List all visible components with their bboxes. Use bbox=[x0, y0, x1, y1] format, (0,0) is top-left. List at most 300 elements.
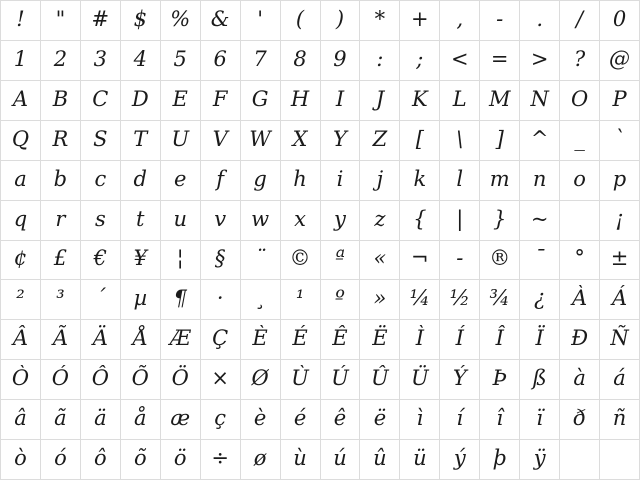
glyph-cell[interactable] bbox=[81, 81, 120, 120]
glyph-cell[interactable] bbox=[201, 201, 240, 240]
glyph-cell[interactable] bbox=[281, 280, 320, 319]
glyph: D bbox=[131, 86, 149, 111]
glyph: r bbox=[55, 206, 66, 231]
glyph: I bbox=[335, 86, 345, 111]
glyph-cell[interactable] bbox=[321, 1, 360, 40]
glyph: ¾ bbox=[489, 286, 510, 311]
glyph-cell[interactable] bbox=[161, 400, 200, 439]
glyph: 6 bbox=[213, 46, 227, 71]
glyph: s bbox=[94, 206, 106, 231]
glyph-cell[interactable] bbox=[241, 41, 280, 80]
glyph-cell[interactable] bbox=[41, 400, 80, 439]
glyph-cell[interactable] bbox=[41, 81, 80, 120]
glyph-cell[interactable] bbox=[241, 81, 280, 120]
glyph: Ã bbox=[52, 326, 68, 351]
glyph-cell[interactable] bbox=[81, 41, 120, 80]
glyph-cell[interactable] bbox=[121, 400, 160, 439]
glyph-cell[interactable] bbox=[321, 241, 360, 280]
glyph: . bbox=[536, 6, 543, 31]
glyph: Z bbox=[372, 126, 388, 151]
glyph: W bbox=[249, 126, 271, 151]
glyph: Í bbox=[455, 326, 464, 351]
glyph-cell[interactable] bbox=[281, 201, 320, 240]
glyph: û bbox=[373, 446, 387, 471]
glyph-cell[interactable] bbox=[560, 41, 599, 80]
glyph-cell[interactable] bbox=[241, 201, 280, 240]
glyph-cell[interactable] bbox=[360, 320, 399, 359]
glyph-cell[interactable] bbox=[241, 360, 280, 399]
glyph-cell[interactable] bbox=[440, 201, 479, 240]
glyph-cell[interactable] bbox=[41, 161, 80, 200]
glyph: à bbox=[573, 366, 586, 391]
glyph-cell[interactable] bbox=[121, 81, 160, 120]
glyph: Ö bbox=[171, 366, 189, 391]
glyph: } bbox=[493, 206, 507, 231]
glyph: ½ bbox=[449, 286, 470, 311]
glyph-cell[interactable] bbox=[41, 280, 80, 319]
glyph-cell[interactable] bbox=[81, 400, 120, 439]
glyph: Q bbox=[11, 126, 30, 151]
glyph-cell[interactable] bbox=[41, 201, 80, 240]
glyph: ¸ bbox=[254, 286, 266, 311]
glyph-cell[interactable] bbox=[1, 440, 40, 479]
glyph: ë bbox=[373, 406, 387, 431]
glyph-cell[interactable] bbox=[600, 201, 639, 240]
glyph-cell[interactable] bbox=[560, 121, 599, 160]
glyph-cell[interactable] bbox=[81, 241, 120, 280]
glyph: J bbox=[375, 86, 385, 111]
glyph-cell[interactable] bbox=[360, 121, 399, 160]
glyph-cell[interactable] bbox=[241, 121, 280, 160]
glyph-cell[interactable] bbox=[1, 320, 40, 359]
glyph: C bbox=[92, 86, 109, 111]
glyph-cell[interactable] bbox=[360, 81, 399, 120]
glyph-cell[interactable] bbox=[600, 41, 639, 80]
glyph: F bbox=[212, 86, 228, 111]
glyph-cell[interactable] bbox=[201, 81, 240, 120]
glyph: ¿ bbox=[534, 286, 546, 311]
glyph-cell[interactable] bbox=[400, 41, 439, 80]
glyph-cell[interactable] bbox=[600, 241, 639, 280]
glyph-cell[interactable] bbox=[480, 320, 519, 359]
glyph: ÿ bbox=[533, 446, 546, 471]
glyph: Û bbox=[371, 366, 389, 391]
glyph: U bbox=[171, 126, 190, 151]
glyph: » bbox=[373, 286, 387, 311]
glyph: v bbox=[214, 206, 227, 231]
glyph: T bbox=[133, 126, 148, 151]
glyph-cell[interactable] bbox=[520, 1, 559, 40]
glyph-cell[interactable] bbox=[241, 241, 280, 280]
glyph-cell[interactable] bbox=[241, 400, 280, 439]
glyph-cell[interactable] bbox=[520, 201, 559, 240]
glyph-cell[interactable] bbox=[440, 121, 479, 160]
glyph-cell[interactable] bbox=[321, 360, 360, 399]
glyph: Å bbox=[132, 326, 148, 351]
glyph: ¡ bbox=[615, 206, 624, 231]
glyph: © bbox=[289, 246, 311, 271]
glyph-cell[interactable] bbox=[600, 1, 639, 40]
glyph-cell[interactable] bbox=[241, 440, 280, 479]
glyph-cell[interactable] bbox=[560, 400, 599, 439]
glyph: Æ bbox=[169, 326, 191, 351]
glyph-cell[interactable] bbox=[520, 320, 559, 359]
glyph-cell[interactable] bbox=[520, 161, 559, 200]
glyph-cell[interactable] bbox=[321, 161, 360, 200]
glyph: | bbox=[456, 206, 464, 231]
glyph: Ý bbox=[452, 366, 467, 391]
glyph: ª bbox=[334, 246, 345, 271]
glyph: a bbox=[14, 166, 27, 191]
glyph-cell[interactable] bbox=[400, 201, 439, 240]
glyph-cell[interactable] bbox=[201, 41, 240, 80]
glyph-cell[interactable] bbox=[201, 360, 240, 399]
glyph-cell[interactable] bbox=[400, 161, 439, 200]
glyph-cell[interactable] bbox=[600, 320, 639, 359]
glyph-cell[interactable] bbox=[360, 161, 399, 200]
glyph-cell[interactable] bbox=[600, 440, 639, 479]
glyph-cell[interactable] bbox=[41, 241, 80, 280]
glyph-cell[interactable] bbox=[81, 280, 120, 319]
glyph-cell[interactable] bbox=[281, 400, 320, 439]
glyph-cell[interactable] bbox=[321, 201, 360, 240]
glyph-cell[interactable] bbox=[201, 400, 240, 439]
glyph-cell[interactable] bbox=[400, 1, 439, 40]
glyph: ê bbox=[333, 406, 347, 431]
glyph-cell[interactable] bbox=[161, 161, 200, 200]
glyph: < bbox=[450, 46, 469, 71]
glyph-cell[interactable] bbox=[281, 121, 320, 160]
glyph: ´ bbox=[95, 286, 106, 311]
glyph-cell[interactable] bbox=[121, 161, 160, 200]
glyph-cell[interactable] bbox=[321, 121, 360, 160]
glyph-cell[interactable] bbox=[321, 280, 360, 319]
glyph-cell[interactable] bbox=[440, 241, 479, 280]
glyph-cell[interactable] bbox=[1, 201, 40, 240]
glyph-cell[interactable] bbox=[560, 440, 599, 479]
glyph-cell[interactable] bbox=[360, 440, 399, 479]
glyph: « bbox=[373, 246, 387, 271]
glyph-cell[interactable] bbox=[480, 121, 519, 160]
glyph-cell[interactable] bbox=[121, 41, 160, 80]
glyph-cell[interactable] bbox=[520, 400, 559, 439]
glyph-cell[interactable] bbox=[1, 161, 40, 200]
glyph-cell[interactable] bbox=[400, 440, 439, 479]
glyph-cell[interactable] bbox=[81, 121, 120, 160]
glyph: ä bbox=[94, 406, 107, 431]
glyph-cell[interactable] bbox=[520, 360, 559, 399]
glyph-cell[interactable] bbox=[321, 81, 360, 120]
glyph-cell[interactable] bbox=[201, 161, 240, 200]
glyph-cell[interactable] bbox=[560, 280, 599, 319]
glyph-cell[interactable] bbox=[400, 241, 439, 280]
glyph-cell[interactable] bbox=[440, 320, 479, 359]
glyph: - bbox=[456, 246, 464, 271]
glyph-cell[interactable] bbox=[600, 400, 639, 439]
glyph-cell[interactable] bbox=[560, 360, 599, 399]
glyph-cell[interactable] bbox=[121, 121, 160, 160]
glyph-cell[interactable] bbox=[121, 201, 160, 240]
glyph-cell[interactable] bbox=[480, 440, 519, 479]
glyph-cell[interactable] bbox=[321, 320, 360, 359]
glyph-cell[interactable] bbox=[560, 241, 599, 280]
glyph: ö bbox=[173, 446, 187, 471]
glyph: ç bbox=[214, 406, 227, 431]
glyph-cell[interactable] bbox=[480, 280, 519, 319]
glyph: S bbox=[93, 126, 108, 151]
glyph: [ bbox=[415, 126, 424, 151]
glyph: æ bbox=[170, 406, 191, 431]
glyph: ` bbox=[614, 126, 625, 151]
glyph: m bbox=[489, 166, 510, 191]
glyph-cell[interactable] bbox=[480, 201, 519, 240]
glyph-cell[interactable] bbox=[440, 1, 479, 40]
glyph: % bbox=[170, 6, 191, 31]
glyph: ì bbox=[416, 406, 424, 431]
glyph: = bbox=[490, 46, 509, 71]
glyph: p bbox=[612, 166, 627, 191]
glyph-cell[interactable] bbox=[400, 400, 439, 439]
glyph: Ù bbox=[291, 366, 309, 391]
glyph-cell[interactable] bbox=[480, 400, 519, 439]
glyph-cell[interactable] bbox=[161, 81, 200, 120]
glyph: ¥ bbox=[133, 246, 147, 271]
glyph: { bbox=[413, 206, 427, 231]
glyph: ò bbox=[14, 446, 27, 471]
glyph: j bbox=[376, 166, 384, 191]
glyph: y bbox=[334, 206, 346, 231]
glyph-cell[interactable] bbox=[480, 241, 519, 280]
glyph: u bbox=[173, 206, 187, 231]
glyph: - bbox=[496, 6, 504, 31]
glyph-cell[interactable] bbox=[480, 81, 519, 120]
glyph-cell[interactable] bbox=[480, 161, 519, 200]
glyph-cell[interactable] bbox=[480, 360, 519, 399]
glyph-cell[interactable] bbox=[201, 280, 240, 319]
glyph-cell[interactable] bbox=[41, 360, 80, 399]
glyph: @ bbox=[609, 46, 631, 71]
glyph-cell[interactable] bbox=[281, 440, 320, 479]
glyph-cell[interactable] bbox=[560, 161, 599, 200]
glyph: H bbox=[290, 86, 310, 111]
glyph-cell[interactable] bbox=[600, 121, 639, 160]
glyph-cell[interactable] bbox=[81, 161, 120, 200]
glyph-cell[interactable] bbox=[281, 360, 320, 399]
glyph: ' bbox=[257, 6, 263, 31]
glyph-cell[interactable] bbox=[161, 440, 200, 479]
glyph-cell[interactable] bbox=[1, 241, 40, 280]
glyph: ¶ bbox=[173, 286, 187, 311]
glyph-cell[interactable] bbox=[1, 81, 40, 120]
glyph-cell[interactable] bbox=[161, 241, 200, 280]
glyph: V bbox=[212, 126, 228, 151]
glyph-cell[interactable] bbox=[360, 1, 399, 40]
glyph-cell[interactable] bbox=[520, 81, 559, 120]
glyph: f bbox=[216, 166, 225, 191]
glyph-cell[interactable] bbox=[360, 201, 399, 240]
glyph-cell[interactable] bbox=[201, 320, 240, 359]
glyph-cell[interactable] bbox=[201, 241, 240, 280]
glyph-cell[interactable] bbox=[480, 1, 519, 40]
glyph: Ì bbox=[415, 326, 424, 351]
glyph-cell[interactable] bbox=[600, 360, 639, 399]
glyph: P bbox=[612, 86, 627, 111]
glyph-cell[interactable] bbox=[121, 360, 160, 399]
glyph-cell[interactable] bbox=[480, 41, 519, 80]
glyph-cell[interactable] bbox=[400, 121, 439, 160]
glyph: Á bbox=[611, 286, 628, 311]
glyph-cell[interactable] bbox=[161, 320, 200, 359]
glyph-cell[interactable] bbox=[241, 1, 280, 40]
glyph-cell[interactable] bbox=[520, 440, 559, 479]
glyph-cell[interactable] bbox=[281, 81, 320, 120]
glyph-cell[interactable] bbox=[1, 400, 40, 439]
glyph-cell[interactable] bbox=[281, 241, 320, 280]
glyph-cell[interactable] bbox=[1, 280, 40, 319]
glyph-cell[interactable] bbox=[440, 440, 479, 479]
glyph-cell[interactable] bbox=[560, 201, 599, 240]
glyph-cell[interactable] bbox=[520, 121, 559, 160]
glyph-cell[interactable] bbox=[440, 41, 479, 80]
glyph: ± bbox=[610, 246, 629, 271]
glyph-cell[interactable] bbox=[41, 41, 80, 80]
glyph-cell[interactable] bbox=[81, 1, 120, 40]
glyph: 7 bbox=[253, 46, 267, 71]
glyph-cell[interactable] bbox=[81, 201, 120, 240]
glyph-cell[interactable] bbox=[560, 81, 599, 120]
glyph-cell[interactable] bbox=[121, 320, 160, 359]
glyph-cell[interactable] bbox=[281, 320, 320, 359]
glyph-cell[interactable] bbox=[400, 360, 439, 399]
glyph: h bbox=[293, 166, 307, 191]
glyph-cell[interactable] bbox=[360, 41, 399, 80]
glyph-cell[interactable] bbox=[520, 280, 559, 319]
glyph: ø bbox=[253, 446, 267, 471]
glyph-cell[interactable] bbox=[600, 81, 639, 120]
glyph-cell[interactable] bbox=[201, 1, 240, 40]
glyph-cell[interactable] bbox=[81, 320, 120, 359]
glyph-cell[interactable] bbox=[600, 161, 639, 200]
glyph: Â bbox=[12, 326, 29, 351]
glyph: A bbox=[12, 86, 29, 111]
glyph-cell[interactable] bbox=[41, 1, 80, 40]
glyph-cell[interactable] bbox=[121, 440, 160, 479]
glyph-cell[interactable] bbox=[161, 41, 200, 80]
glyph: M bbox=[488, 86, 511, 111]
glyph-cell[interactable] bbox=[400, 320, 439, 359]
glyph-cell[interactable] bbox=[321, 440, 360, 479]
glyph-cell[interactable] bbox=[360, 360, 399, 399]
glyph-cell[interactable] bbox=[161, 121, 200, 160]
glyph: Ç bbox=[212, 326, 229, 351]
glyph-cell[interactable] bbox=[1, 360, 40, 399]
glyph-cell[interactable] bbox=[41, 320, 80, 359]
glyph-cell[interactable] bbox=[161, 360, 200, 399]
glyph-cell[interactable] bbox=[161, 280, 200, 319]
glyph-cell[interactable] bbox=[520, 241, 559, 280]
glyph-cell[interactable] bbox=[241, 280, 280, 319]
glyph-cell[interactable] bbox=[400, 81, 439, 120]
glyph-cell[interactable] bbox=[1, 41, 40, 80]
glyph-cell[interactable] bbox=[440, 360, 479, 399]
glyph: G bbox=[251, 86, 269, 111]
glyph: B bbox=[52, 86, 69, 111]
glyph-cell[interactable] bbox=[360, 241, 399, 280]
glyph: í bbox=[456, 406, 464, 431]
glyph: / bbox=[576, 6, 584, 31]
glyph: õ bbox=[133, 446, 147, 471]
glyph-cell[interactable] bbox=[400, 280, 439, 319]
glyph-cell[interactable] bbox=[121, 241, 160, 280]
glyph-cell[interactable] bbox=[600, 280, 639, 319]
glyph: Ä bbox=[92, 326, 108, 351]
glyph-cell[interactable] bbox=[440, 161, 479, 200]
glyph: è bbox=[253, 406, 267, 431]
glyph: ! bbox=[16, 6, 25, 31]
glyph: º bbox=[335, 286, 345, 311]
glyph-cell[interactable] bbox=[41, 121, 80, 160]
glyph-cell[interactable] bbox=[520, 41, 559, 80]
glyph-cell[interactable] bbox=[360, 280, 399, 319]
glyph: o bbox=[573, 166, 586, 191]
glyph-cell[interactable] bbox=[321, 400, 360, 439]
glyph-cell[interactable] bbox=[440, 400, 479, 439]
glyph-cell[interactable] bbox=[241, 320, 280, 359]
glyph-cell[interactable] bbox=[281, 41, 320, 80]
glyph-cell[interactable] bbox=[440, 280, 479, 319]
glyph-cell[interactable] bbox=[281, 161, 320, 200]
glyph-cell[interactable] bbox=[560, 1, 599, 40]
glyph-cell[interactable] bbox=[1, 1, 40, 40]
glyph: " bbox=[55, 6, 66, 31]
glyph: + bbox=[411, 6, 429, 31]
glyph-cell[interactable] bbox=[1, 121, 40, 160]
glyph-cell[interactable] bbox=[81, 360, 120, 399]
glyph: ; bbox=[416, 46, 424, 71]
glyph-cell[interactable] bbox=[121, 1, 160, 40]
glyph: ² bbox=[16, 286, 25, 311]
glyph: c bbox=[94, 166, 107, 191]
glyph: Ñ bbox=[610, 326, 629, 351]
glyph-cell[interactable] bbox=[121, 280, 160, 319]
glyph: ñ bbox=[612, 406, 627, 431]
glyph-cell[interactable] bbox=[440, 81, 479, 120]
glyph-cell[interactable] bbox=[201, 121, 240, 160]
glyph-cell[interactable] bbox=[81, 440, 120, 479]
glyph: Y bbox=[333, 126, 347, 151]
glyph-cell[interactable] bbox=[241, 161, 280, 200]
glyph: ] bbox=[495, 126, 504, 151]
glyph: t bbox=[136, 206, 145, 231]
glyph: Þ bbox=[492, 366, 507, 391]
glyph: ¯ bbox=[534, 246, 545, 271]
glyph-cell[interactable] bbox=[360, 400, 399, 439]
glyph: ó bbox=[54, 446, 67, 471]
glyph: ) bbox=[335, 6, 345, 31]
glyph: z bbox=[374, 206, 386, 231]
glyph: × bbox=[211, 366, 229, 391]
glyph-cell[interactable] bbox=[161, 1, 200, 40]
glyph-cell[interactable] bbox=[201, 440, 240, 479]
glyph: § bbox=[214, 246, 226, 271]
glyph: ¢ bbox=[13, 246, 28, 271]
glyph-cell[interactable] bbox=[41, 440, 80, 479]
glyph-cell[interactable] bbox=[281, 1, 320, 40]
glyph-cell[interactable] bbox=[321, 41, 360, 80]
glyph-cell[interactable] bbox=[560, 320, 599, 359]
glyph-cell[interactable] bbox=[161, 201, 200, 240]
glyph: 2 bbox=[53, 46, 68, 71]
